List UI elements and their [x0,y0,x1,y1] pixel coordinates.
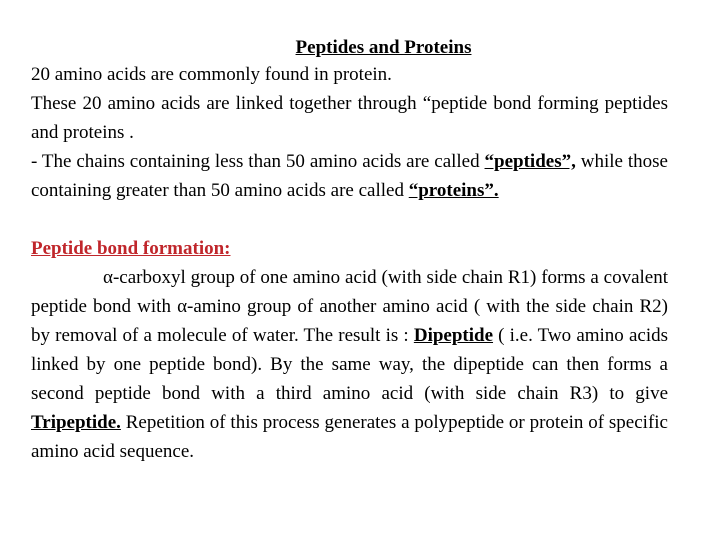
intro-paragraph-linking: These 20 amino acids are linked together through “peptide bond forming peptides and proteins . [31,93,668,143]
term-peptides: “peptides”, [484,151,576,172]
term-dipeptide: Dipeptide [413,325,494,346]
section-text-start: α-carboxyl group of one amino acid (with side chain R1) forms a covalent peptide bond with α-amino group of another amino acid ( with the side chain R2) by removal of a molecule of water. The result is : [31,267,668,346]
section-heading: Peptide bond formation: [31,238,231,259]
intro-line: 20 amino acids are commonly found in protein. [31,64,392,85]
intro-paragraph-definitions [31,147,668,205]
section-paragraph [31,263,668,466]
definitions-text-middle: while those containing greater than 50 amino acids are called [31,151,668,201]
page-title: Peptides and Proteins [295,37,472,58]
term-tripeptide: Tripeptide. [31,412,121,433]
slide-content [31,36,668,466]
section-text-end: Repetition of this process generates a polypeptide or protein of specific amino acid sequence. [31,412,668,462]
section-text-middle: ( i.e. Two amino acids linked by one peptide bond). By the same way, the dipeptide can then forms a second peptide bond with a third amino acid (with side chain R3) to give [31,325,668,404]
definitions-text-start: - The chains containing less than 50 amino acids are called [31,151,485,172]
term-proteins: “proteins”. [408,180,499,201]
